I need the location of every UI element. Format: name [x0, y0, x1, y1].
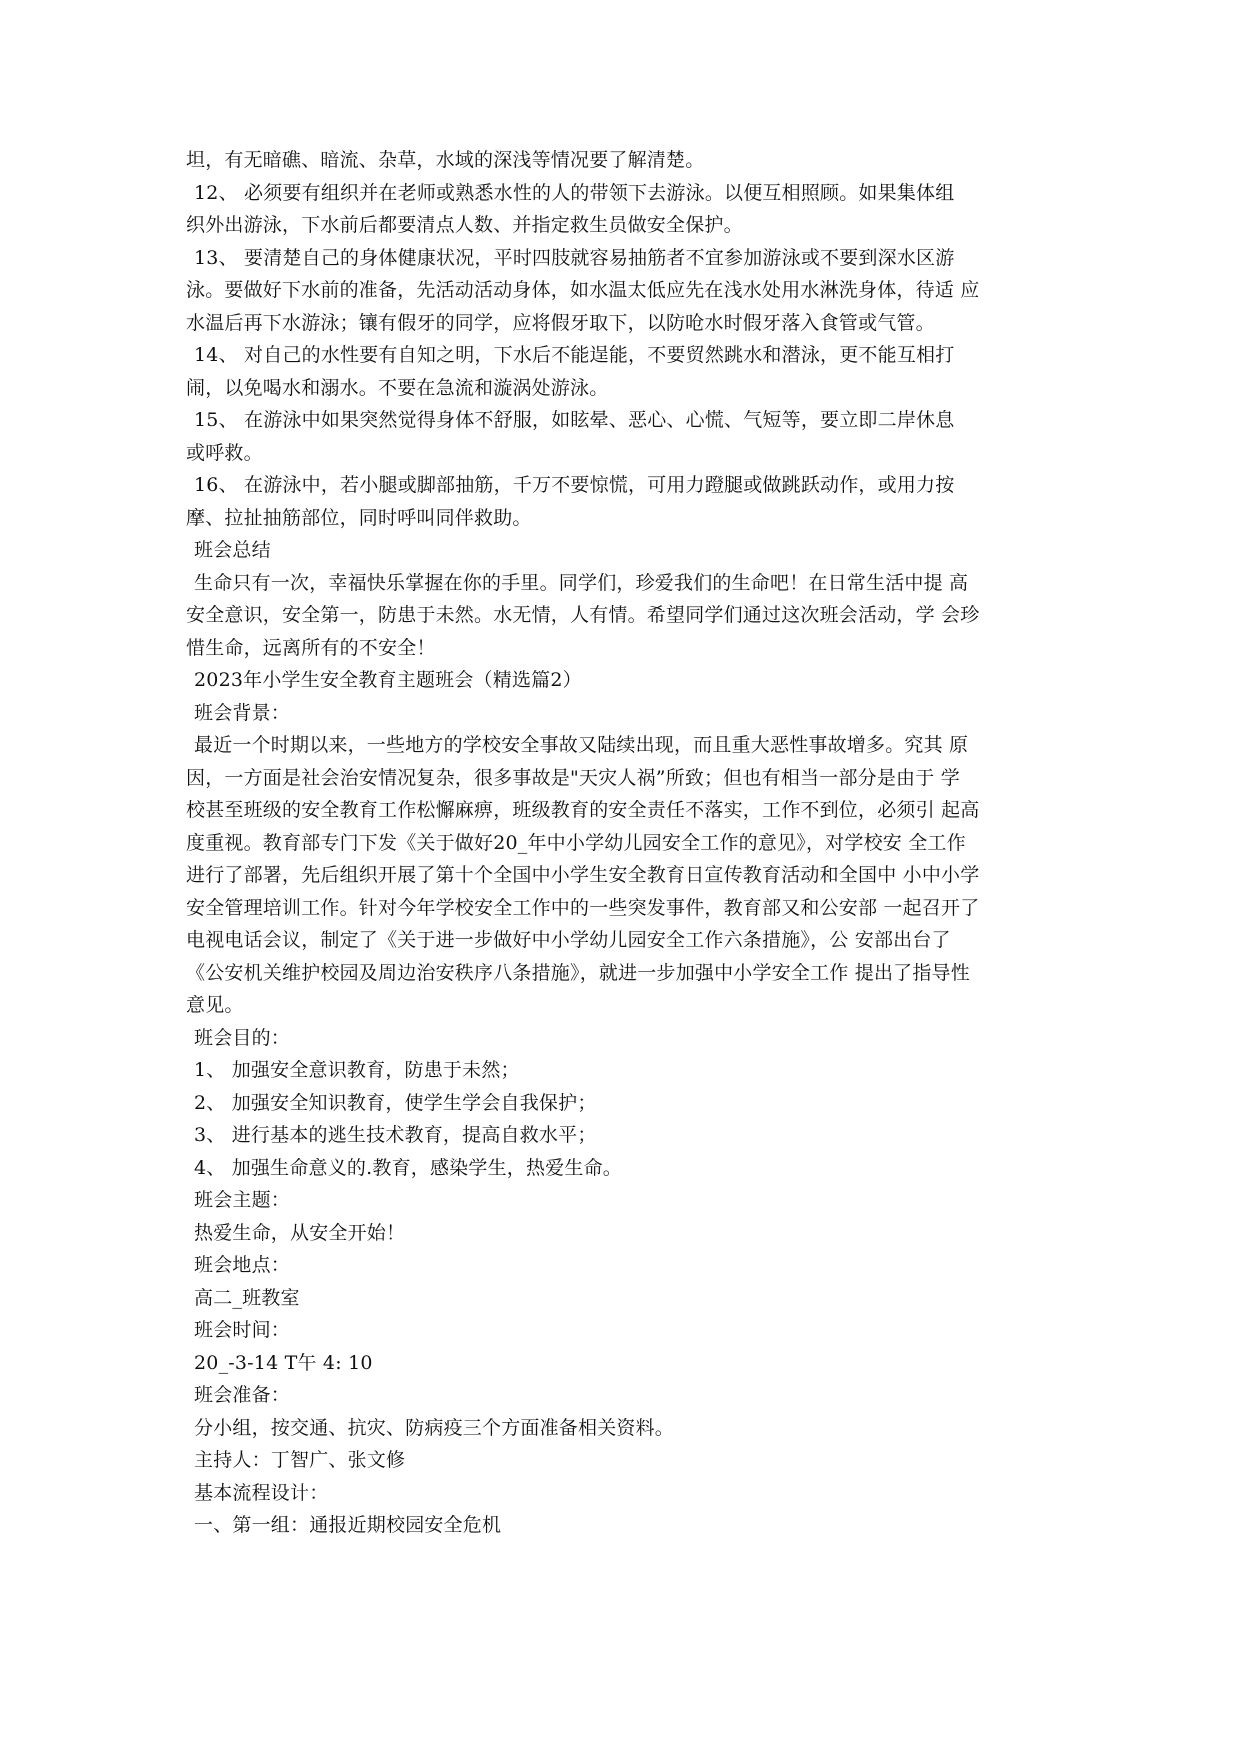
- text-line: 班会主题：: [194, 1189, 291, 1211]
- text-line: 电视电话会议，制定了《关于进一步做好中小学幼儿园安全工作六条措施》，公 安部出台了: [186, 929, 951, 951]
- text-line: 14、 对自己的水性要有自知之明，下水后不能逞能，不要贸然跳水和潜泳，更不能互相打: [194, 344, 955, 366]
- text-line: 15、 在游泳中如果突然觉得身体不舒服，如眩晕、恶心、心慌、气短等，要立即二岸休息: [194, 409, 955, 431]
- text-line: 班会准备：: [194, 1384, 291, 1406]
- text-line: 织外出游泳，下水前后都要清点人数、并指定救生员做安全保护。: [186, 214, 743, 236]
- text-line: 基本流程设计：: [194, 1481, 329, 1504]
- text-line: 班会总结: [194, 539, 271, 561]
- text-line: 校甚至班级的安全教育工作松懈麻痹，班级教育的安全责任不落实，工作不到位，必须引 起高: [186, 799, 980, 821]
- text-line: 因，一方面是社会治安情况复杂，很多事故是"天灾人祸”所致；但也有相当一部分是由于 学: [186, 766, 960, 789]
- text-line: 分小组，按交通、抗灾、防病疫三个方面准备相关资料。: [194, 1416, 675, 1439]
- text-line: 或呼救。: [186, 441, 263, 464]
- text-line: 13、 要清楚自己的身体健康状况，平时四肢就容易抽筋者不宜参加游泳或不要到深水区游: [194, 246, 955, 269]
- text-line: 班会目的：: [194, 1026, 291, 1049]
- text-line: 生命只有一次，幸福快乐掌握在你的手里。同学们，珍爱我们的生命吧！在日常生活中提 高: [194, 571, 969, 594]
- text-line: 惜生命，远离所有的不安全！: [186, 636, 436, 659]
- text-line: 热爱生命，从安全开始！: [194, 1221, 406, 1244]
- text-line: 2、 加强安全知识教育，使学生学会自我保护；: [194, 1091, 597, 1114]
- text-line: 3、 进行基本的逃生技术教育，提高自救水平；: [194, 1124, 597, 1146]
- text-line: 一、第一组：通报近期校园安全危机: [194, 1514, 502, 1536]
- text-line: 高二_班教室: [194, 1286, 300, 1309]
- text-line: 度重视。教育部专门下发《关于做好20_年中小学幼儿园安全工作的意见》，对学校安 全工作: [186, 831, 966, 854]
- text-line: 《公安机关维护校园及周边治安秩序八条措施》，就进一步加强中小学安全工作 提出了指导性: [186, 961, 970, 984]
- text-line: 主持人：丁智广、张文修: [194, 1449, 406, 1471]
- text-line: 进行了部署，先后组织开展了第十个全国中小学生安全教育日宣传教育活动和全国中 小中小学: [186, 864, 980, 886]
- text-line: 16、 在游泳中，若小腿或脚部抽筋，千万不要惊慌，可用力蹬腿或做跳跃动作，或用力按: [194, 474, 955, 496]
- text-line: 班会背景：: [194, 701, 291, 724]
- text-line: 闹，以免喝水和溺水。不要在急流和漩涡处游泳。: [186, 376, 609, 399]
- text-line: 水温后再下水游泳；镶有假牙的同学，应将假牙取下，以防呛水时假牙落入食管或气管。: [186, 311, 935, 334]
- text-line: 班会地点：: [194, 1254, 291, 1276]
- text-line: 坦，有无暗礁、暗流、杂草，水域的深浅等情况要了解清楚。: [186, 149, 705, 171]
- text-line: 2023年小学生安全教育主题班会（精选篇2）: [194, 669, 582, 691]
- text-line: 1、 加强安全意识教育，防患于未然；: [194, 1059, 520, 1081]
- text-line: 12、 必须要有组织并在老师或熟悉水性的人的带领下去游泳。以便互相照顾。如果集体组: [194, 181, 955, 204]
- text-line: 泳。要做好下水前的准备，先活动活动身体，如水温太低应先在浅水处用水淋洗身体，待适 应: [186, 279, 980, 301]
- text-line: 班会时间：: [194, 1319, 291, 1341]
- text-line: 意见。: [186, 994, 244, 1016]
- text-line: 4、 加强生命意义的.教育，感染学生，热爱生命。: [194, 1156, 622, 1179]
- document-page: [186, 144, 1056, 1542]
- text-line: 摩、拉扯抽筋部位，同时呼叫同伴救助。: [186, 506, 532, 529]
- text-line: 20_-3-14 T午 4: 10: [194, 1351, 373, 1374]
- text-line: 安全意识，安全第一，防患于未然。水无情，人有情。希望同学们通过这次班会活动，学 会珍: [186, 604, 980, 626]
- text-line: 安全管理培训工作。针对今年学校安全工作中的一些突发事件，教育部又和公安部 一起召开了: [186, 896, 980, 919]
- text-line: 最近一个时期以来，一些地方的学校安全事故又陆续出现，而且重大恶性事故增多。究其 原: [194, 734, 969, 756]
